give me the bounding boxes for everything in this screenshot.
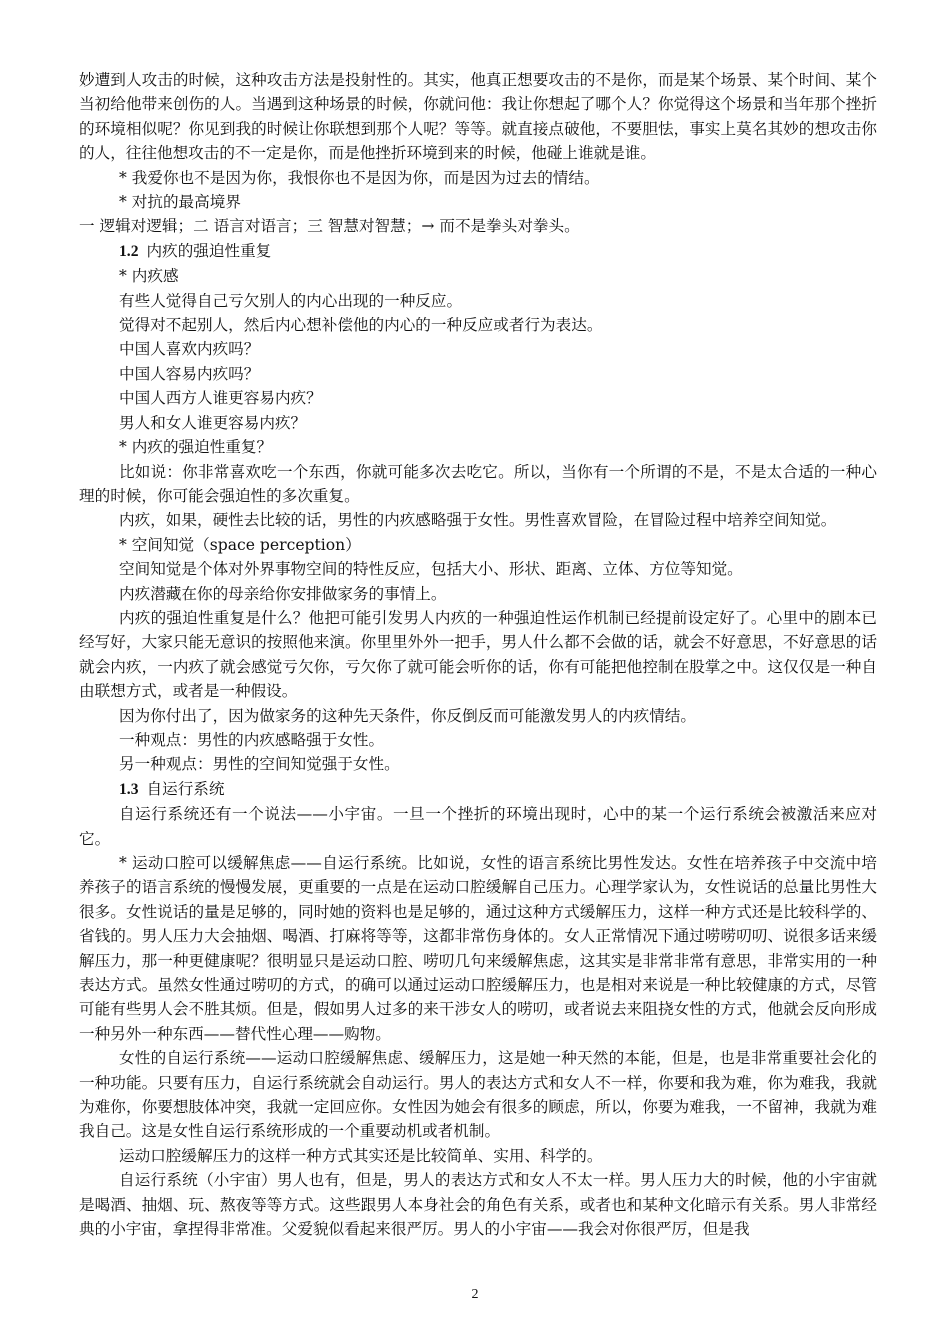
section-heading-1-3	[79, 777, 877, 802]
paragraph: 内疚潜藏在你的母亲给你安排做家务的事情上。	[119, 584, 447, 603]
section-title: 自运行系统	[146, 779, 225, 798]
section-number: 1.3	[119, 780, 139, 798]
question: 中国人容易内疚吗？	[119, 364, 260, 383]
paragraph: 运动口腔缓解压力的这样一种方式其实还是比较简单、实用、科学的。	[119, 1146, 603, 1165]
paragraph: 自运行系统（小宇宙）男人也有，但是，男人的表达方式和女人不太一样。男人压力大的时候，他的小宇宙就是喝酒、抽烟、玩、熬夜等等方式。这些跟男人本身社会的角色有关系，或者也和某种文化暗示有关系。男人非常经典的小宇宙，拿捏得非常准。父爱貌似看起来很严厉。男人的小宇宙——我会对你很严厉，但是我	[79, 1171, 877, 1239]
bullet-love-hate: * 我爱你也不是因为你，我恨你也不是因为你，而是因为过去的情结。	[119, 168, 600, 187]
paragraph: 一种观点：男性的内疚感略强于女性。	[119, 730, 385, 749]
paragraph-projection: 妙遭到人攻击的时候，这种攻击方法是投射性的。其实，他真正想要攻击的不是你，而是某个场景、某个时间、某个当初给他带来创伤的人。当遇到这种场景的时候，你就问他：我让你想起了哪个人？你觉得这个场景和当年那个挫折的环境相似呢？你见到我的时候让你联想到那个人呢？等等。就直接点破他，不要胆怯，事实上莫名其妙的想攻击你的人，往往他想攻击的不一定是你，而是他挫折环境到来的时候，他碰上谁就是谁。	[79, 71, 877, 163]
paragraph: 空间知觉是个体对外界事物空间的特性反应，包括大小、形状、距离、立体、方位等知觉。	[119, 560, 743, 579]
bullet-space-perception: * 空间知觉（space perception）	[119, 535, 361, 554]
paragraph: 因为你付出了，因为做家务的这种先天条件，你反倒反而可能激发男人的内疚情结。	[119, 706, 696, 725]
page-content	[79, 68, 877, 1242]
paragraph: 内疚，如果，硬性去比较的话，男性的内疚感略强于女性。男性喜欢冒险，在冒险过程中培养空间知觉。	[119, 511, 837, 530]
bullet-confrontation: * 对抗的最高境界	[119, 193, 241, 212]
confrontation-levels: 一 逻辑对逻辑；二 语言对语言；三 智慧对智慧；→ 而不是拳头对拳头。	[79, 217, 580, 236]
question: 中国人西方人谁更容易内疚？	[119, 389, 322, 408]
paragraph: 另一种观点：男性的空间知觉强于女性。	[119, 755, 400, 774]
paragraph: 女性的自运行系统——运动口腔缓解焦虑、缓解压力，这是她一种天然的本能，但是，也是非常重要社会化的一种功能。只要有压力，自运行系统就会自动运行。男人的表达方式和女人不一样，你要和我为难，你为难我，我就为难你，你要想肢体冲突，我就一定回应你。女性因为她会有很多的顾虑，所以，你要为难我，一不留神，我就为难我自己。这是女性自运行系统形成的一个重要动机或者机制。	[79, 1049, 877, 1141]
paragraph: 比如说：你非常喜欢吃一个东西，你就可能多次去吃它。所以，当你有一个所谓的不是，不是太合适的一种心理的时候，你可能会强迫性的多次重复。	[79, 462, 877, 505]
paragraph: 内疚的强迫性重复是什么？他把可能引发男人内疚的一种强迫性运作机制已经提前设定好了。心里中的剧本已经写好，大家只能无意识的按照他来演。你里里外外一把手，男人什么都不会做的话，就会不好意思，不好意思的话就会内疚，一内疚了就会感觉亏欠你，亏欠你了就可能会听你的话，你有可能把他控制在股掌之中。这仅仅是一种自由联想方式，或者是一种假设。	[79, 608, 877, 701]
section-number: 1.2	[119, 242, 139, 260]
paragraph: 自运行系统还有一个说法——小宇宙。一旦一个挫折的环境出现时，心中的某一个运行系统会被激活来应对它。	[79, 805, 877, 848]
bullet-guilt: * 内疚感	[119, 267, 179, 286]
page-number: 2	[471, 1287, 479, 1302]
paragraph: * 运动口腔可以缓解焦虑——自运行系统。比如说，女性的语言系统比男性发达。女性在培养孩子中交流中培养孩子的语言系统的慢慢发展，更重要的一点是在运动口腔缓解自己压力。心理学家认为，女性说话的总量比男性大很多。女性说话的量是足够的，同时她的资料也是足够的，通过这种方式缓解压力，这样一种方式还是比较科学的、省钱的。男人压力大会抽烟、喝酒、打麻将等等，这都非常伤身体的。女人正常情况下通过唠唠叨叨、说很多话来缓解压力，那一种更健康呢？很明显只是运动口腔、唠叨几句来缓解焦虑，这其实是非常非常有意思，非常实用的一种表达方式。虽然女性通过唠叨的方式，的确可以通过运动口腔缓解压力，也是相对来说是一种比较健康的方式，尽管可能有些男人会不胜其烦。但是，假如男人过多的来干涉女人的唠叨，或者说去来阻挠女性的方式，他就会反向形成一种另外一种东西——替代性心理——购物。	[79, 854, 877, 1043]
question: 中国人喜欢内疚吗？	[119, 340, 260, 359]
section-title: 内疚的强迫性重复	[146, 241, 272, 260]
paragraph: 有些人觉得自己亏欠别人的内心出现的一种反应。	[119, 291, 463, 310]
paragraph: 觉得对不起别人，然后内心想补偿他的内心的一种反应或者行为表达。	[119, 316, 603, 335]
section-heading-1-2	[79, 239, 877, 264]
question: 男人和女人谁更容易内疚？	[119, 413, 307, 432]
bullet-compulsive-repeat: * 内疚的强迫性重复？	[119, 438, 273, 457]
